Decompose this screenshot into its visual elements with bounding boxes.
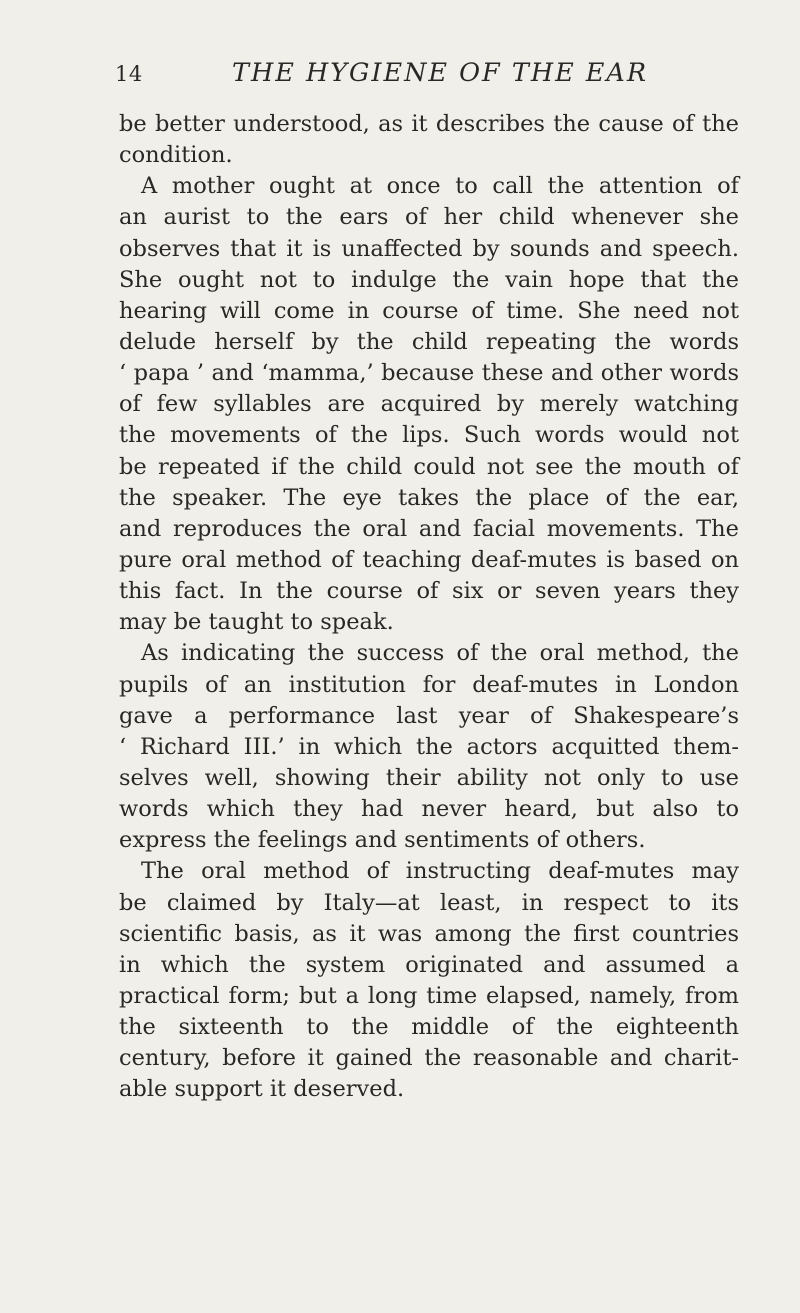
text-line: be claimed by Italy—at least, in respect to its <box>119 889 739 916</box>
text-line: an aurist to the ears of her child whenever she <box>119 204 739 231</box>
text-line: As indicating the success of the oral method, the <box>141 640 739 667</box>
text-line: condition. <box>119 142 233 169</box>
text-line: be repeated if the child could not see the mouth of <box>119 453 739 480</box>
running-head: THE HYGIENE OF THE EAR <box>232 58 649 88</box>
text-line: pure oral method of teaching deaf-mutes is based on <box>119 546 739 573</box>
page-number: 14 <box>115 62 143 86</box>
text-line: the movements of the lips. Such words would not <box>119 422 739 449</box>
text-line: the sixteenth to the middle of the eighteenth <box>119 1014 739 1041</box>
text-line: may be taught to speak. <box>119 609 394 636</box>
text-line: able support it deserved. <box>119 1076 405 1103</box>
text-line: and reproduces the oral and facial movements. The <box>119 515 739 542</box>
text-line: the speaker. The eye takes the place of the ear, <box>119 484 739 511</box>
text-line: ‘ Richard III.’ in which the actors acquitted them- <box>119 733 739 760</box>
text-line: words which they had never heard, but also to <box>119 796 739 823</box>
text-line: in which the system originated and assumed a <box>119 951 739 978</box>
text-line: delude herself by the child repeating the words <box>119 328 739 355</box>
text-line: pupils of an institution for deaf-mutes in London <box>119 671 739 698</box>
text-line: observes that it is unaffected by sounds and speech. <box>119 235 739 262</box>
text-line: century, before it gained the reasonable and charit- <box>119 1045 739 1072</box>
text-line: scientific basis, as it was among the first countries <box>119 920 739 947</box>
text-line: hearing will come in course of time. She need not <box>119 297 739 324</box>
body-text <box>119 109 739 1106</box>
text-line: ‘ papa ’ and ‘mamma,’ because these and other words <box>119 360 739 387</box>
text-line: A mother ought at once to call the attention of <box>141 173 739 200</box>
text-line: express the feelings and sentiments of others. <box>119 827 646 854</box>
text-line: gave a performance last year of Shakespeare’s <box>119 702 739 729</box>
text-line: practical form; but a long time elapsed, namely, from <box>119 982 739 1009</box>
page-header <box>0 58 800 98</box>
text-line: of few syllables are acquired by merely watching <box>119 391 739 418</box>
text-line: She ought not to indulge the vain hope that the <box>119 266 739 293</box>
text-line: this fact. In the course of six or seven years they <box>119 578 739 605</box>
text-line: The oral method of instructing deaf-mutes may <box>141 858 739 885</box>
text-line: be better understood, as it describes the cause of the <box>119 111 739 137</box>
text-line: selves well, showing their ability not only to use <box>119 764 739 791</box>
